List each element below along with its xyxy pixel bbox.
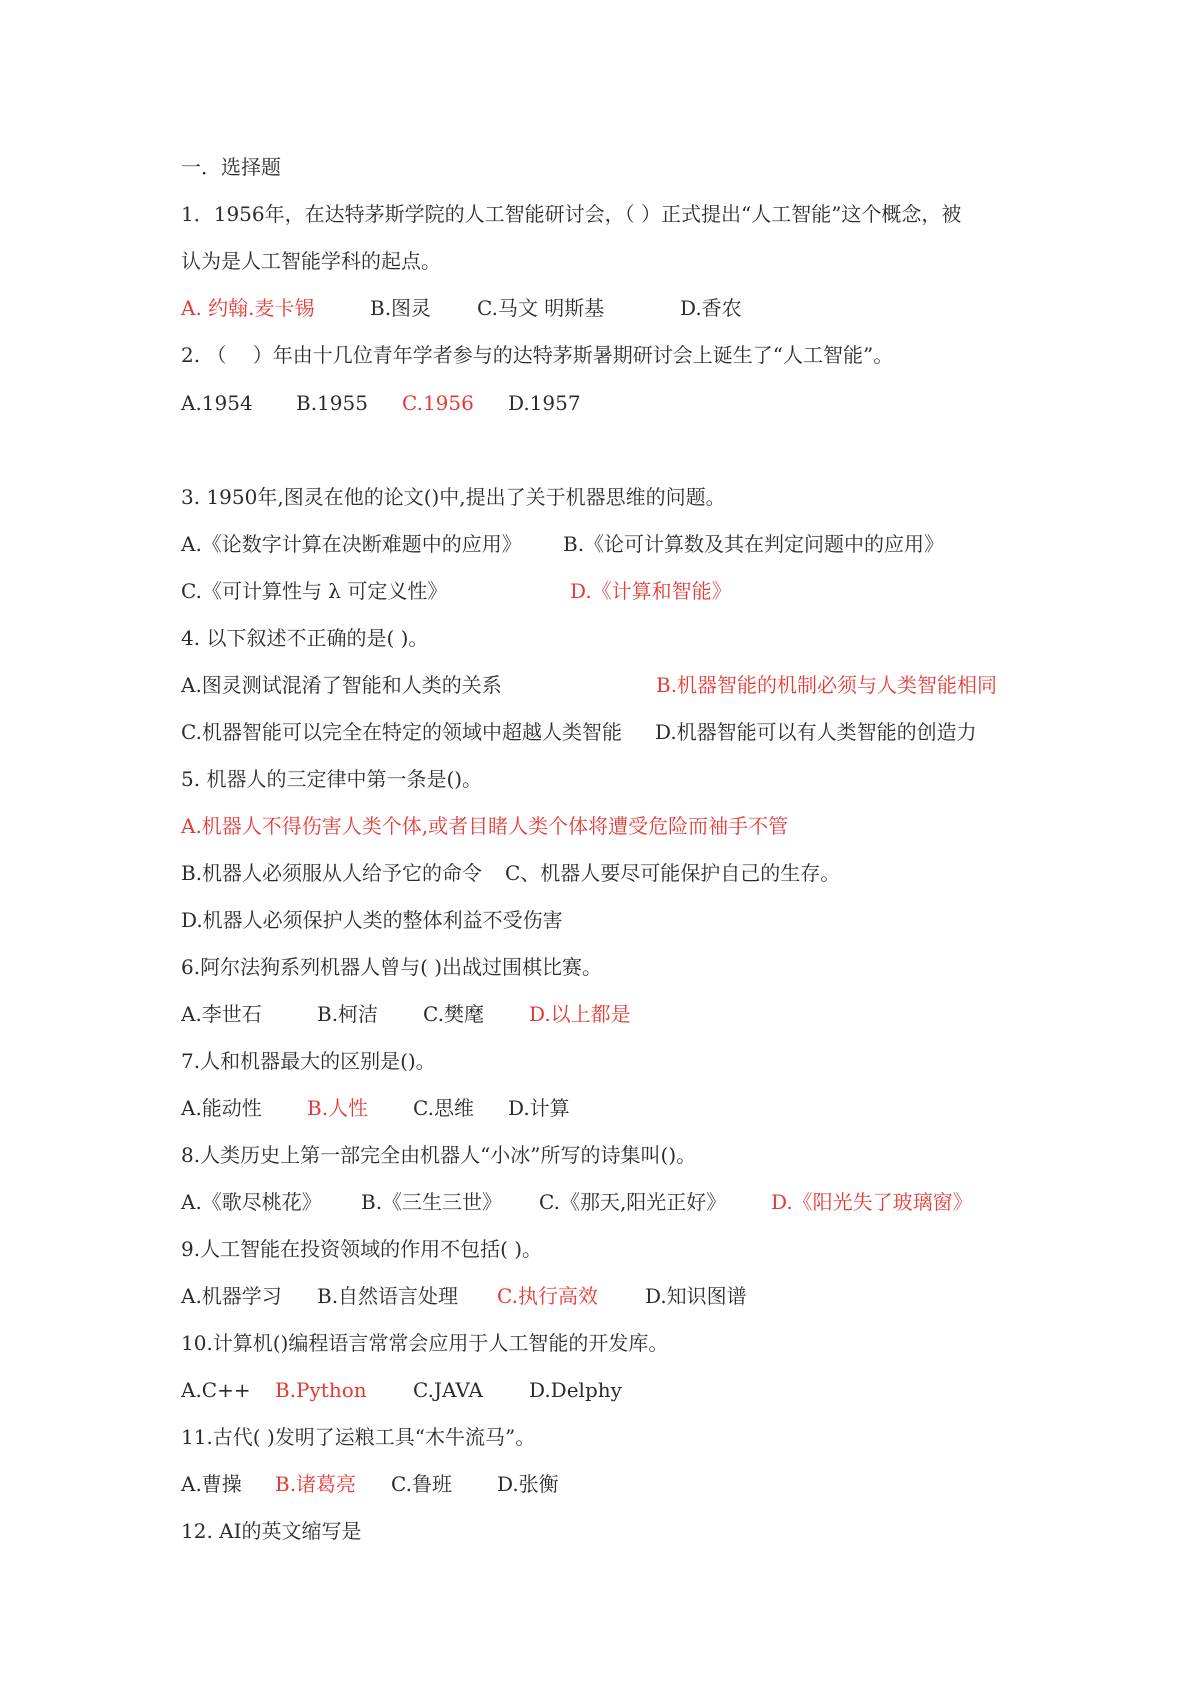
- question-4-options-row-2: [181, 717, 1051, 747]
- question-5-option-c: C、机器人要尽可能保护自己的生存。: [505, 861, 841, 885]
- question-7-option-d: D.计算: [508, 1096, 570, 1120]
- question-8-option-c: C.《那天,阳光正好》: [539, 1190, 727, 1214]
- question-1-options: [181, 293, 1051, 323]
- question-6-option-c: C.樊麾: [423, 1002, 484, 1026]
- question-4-stem: 4. 以下叙述不正确的是( )。: [181, 626, 429, 650]
- question-11-options: [181, 1469, 1051, 1499]
- question-5-stem: 5. 机器人的三定律中第一条是()。: [181, 767, 483, 791]
- question-11-option-c: C.鲁班: [391, 1472, 452, 1496]
- question-1-option-b: B.图灵: [370, 296, 432, 320]
- question-10-option-a: A.C++: [181, 1378, 251, 1402]
- question-3-option-a: A.《论数字计算在决断难题中的应用》: [181, 532, 522, 556]
- question-5-option-a: A.机器人不得伤害人类个体,或者目睹人类个体将遭受危险而袖手不管: [181, 814, 789, 838]
- question-10-options: [181, 1375, 1051, 1405]
- question-9-option-d: D.知识图谱: [645, 1284, 747, 1308]
- question-2-option-b: B.1955: [296, 391, 368, 415]
- question-5-options-row-2: [181, 858, 1051, 888]
- question-3-option-c: C.《可计算性与 λ 可定义性》: [181, 579, 448, 603]
- question-6-options: [181, 999, 1051, 1029]
- question-9-options: [181, 1281, 1051, 1311]
- question-7-options: [181, 1093, 1051, 1123]
- question-2-stem: 2. （ ）年由十几位青年学者参与的达特茅斯暑期研讨会上诞生了“人工智能”。: [181, 343, 894, 367]
- question-6-option-a: A.李世石: [181, 1002, 262, 1026]
- question-6-option-b: B.柯洁: [317, 1002, 379, 1026]
- question-1-option-c: C.马文 明斯基: [477, 296, 605, 320]
- question-4-option-b: B.机器智能的机制必须与人类智能相同: [656, 673, 998, 697]
- question-5-option-d: D.机器人必须保护人类的整体利益不受伤害: [181, 908, 563, 932]
- question-7-stem: 7.人和机器最大的区别是()。: [181, 1049, 436, 1073]
- question-3-stem: 3. 1950年,图灵在他的论文()中,提出了关于机器思维的问题。: [181, 485, 726, 509]
- question-3-options-row-1: [181, 529, 1051, 559]
- question-2-option-c: C.1956: [402, 391, 474, 415]
- question-3-options-row-2: [181, 576, 1051, 606]
- question-10-option-b: B.Python: [275, 1378, 367, 1402]
- question-3-option-d: D.《计算和智能》: [570, 579, 732, 603]
- question-11-option-b: B.诸葛亮: [275, 1472, 357, 1496]
- question-3-option-b: B.《论可计算数及其在判定问题中的应用》: [563, 532, 945, 556]
- question-1-stem-line-2: 认为是人工智能学科的起点。: [181, 249, 441, 273]
- question-8-option-a: A.《歌尽桃花》: [181, 1190, 322, 1214]
- question-5-option-b: B.机器人必须服从人给予它的命令: [181, 861, 483, 885]
- question-2-option-a: A.1954: [181, 391, 253, 415]
- question-1-option-a: A. 约翰.麦卡锡: [181, 296, 315, 320]
- question-6-option-d: D.以上都是: [529, 1002, 631, 1026]
- question-4-option-d: D.机器智能可以有人类智能的创造力: [655, 720, 977, 744]
- question-10-option-c: C.JAVA: [413, 1378, 483, 1402]
- question-8-options: [181, 1187, 1051, 1217]
- question-1-option-d: D.香农: [680, 296, 742, 320]
- question-8-stem: 8.人类历史上第一部完全由机器人“小冰”所写的诗集叫()。: [181, 1143, 697, 1167]
- question-11-stem: 11.古代( )发明了运粮工具“木牛流马”。: [181, 1425, 536, 1449]
- question-1-stem-line-1: 1．1956年，在达特茅斯学院的人工智能研讨会，（ ）正式提出“人工智能”这个概念，被: [181, 202, 962, 226]
- question-10-stem: 10.计算机()编程语言常常会应用于人工智能的开发库。: [181, 1331, 669, 1355]
- question-9-stem: 9.人工智能在投资领域的作用不包括( )。: [181, 1237, 543, 1261]
- question-2-options: [181, 388, 1051, 418]
- question-9-option-b: B.自然语言处理: [317, 1284, 459, 1308]
- question-8-option-d: D.《阳光失了玻璃窗》: [771, 1190, 973, 1214]
- question-9-option-c: C.执行高效: [497, 1284, 598, 1308]
- question-7-option-a: A.能动性: [181, 1096, 262, 1120]
- question-9-option-a: A.机器学习: [181, 1284, 282, 1308]
- question-2-option-d: D.1957: [508, 391, 581, 415]
- question-8-option-b: B.《三生三世》: [361, 1190, 503, 1214]
- question-11-option-a: A.曹操: [181, 1472, 242, 1496]
- question-4-option-c: C.机器智能可以完全在特定的领域中超越人类智能: [181, 720, 622, 744]
- question-11-option-d: D.张衡: [497, 1472, 559, 1496]
- question-7-option-b: B.人性: [307, 1096, 369, 1120]
- question-4-options-row-1: [181, 670, 1051, 700]
- question-10-option-d: D.Delphy: [529, 1378, 622, 1402]
- question-12-stem: 12. AI的英文缩写是: [181, 1519, 362, 1543]
- question-7-option-c: C.思维: [413, 1096, 474, 1120]
- question-4-option-a: A.图灵测试混淆了智能和人类的关系: [181, 673, 502, 697]
- section-title: 一．选择题: [181, 155, 281, 179]
- question-6-stem: 6.阿尔法狗系列机器人曾与( )出战过围棋比赛。: [181, 955, 603, 979]
